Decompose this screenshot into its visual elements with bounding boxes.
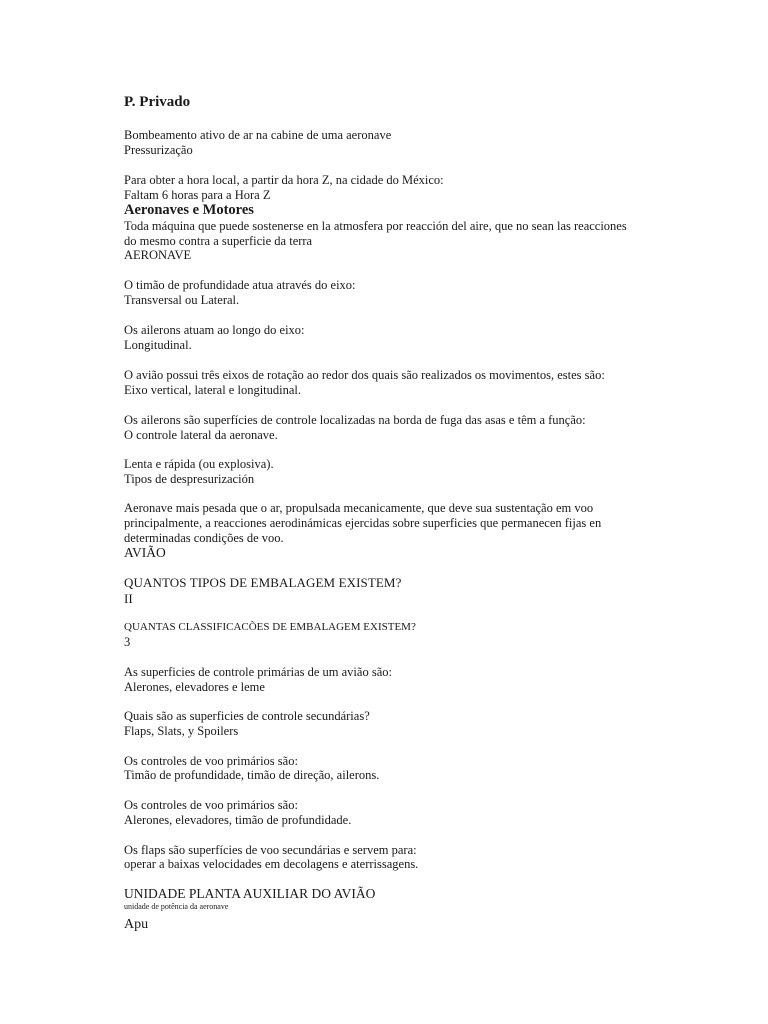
question-text: As superficies de controle primárias de um avião são: xyxy=(124,665,392,679)
answer-text: Flaps, Slats, y Spoilers xyxy=(124,724,239,738)
question-text: QUANTOS TIPOS DE EMBALAGEM EXISTEM? xyxy=(124,575,402,590)
question-text: Toda máquina que puede sostenerse en la atmosfera por reacción del aire, que no sean las reacciones xyxy=(124,219,627,233)
question-text: principalmente, a reacciones aerodinámicas ejercidas sobre superficies que permanecen fijas en xyxy=(124,516,602,530)
question-text: QUANTAS CLASSIFICACÕES DE EMBALAGEM EXISTEM? xyxy=(124,621,416,633)
answer-text: operar a baixas velocidades em decolagens e aterrissagens. xyxy=(124,857,419,871)
question-text: Os controles de voo primários são: xyxy=(124,754,298,768)
answer-text: Eixo vertical, lateral e longitudinal. xyxy=(124,383,302,397)
answer-text: II xyxy=(124,591,133,606)
question-text: Aeronave mais pesada que o ar, propulsada mecanicamente, que deve sua sustentação em voo xyxy=(124,501,594,515)
answer-text: Alerones, elevadores, timão de profundidade. xyxy=(124,813,352,827)
question-text: UNIDADE PLANTA AUXILIAR DO AVIÃO xyxy=(124,886,376,901)
question-text: do mesmo contra a superficie da terra xyxy=(124,234,313,248)
page-title: P. Privado xyxy=(124,94,191,110)
question-text: O timão de profundidade atua através do eixo: xyxy=(124,278,356,292)
question-text: Os ailerons são superfícies de controle localizadas na borda de fuga das asas e têm a função: xyxy=(124,413,586,427)
answer-text: 3 xyxy=(124,635,131,649)
question-text: Os flaps são superfícies de voo secundárias e servem para: xyxy=(124,843,417,857)
question-text: Os ailerons atuam ao longo do eixo: xyxy=(124,323,305,337)
answer-text: Faltam 6 horas para a Hora Z xyxy=(124,188,271,202)
answer-text: Transversal ou Lateral. xyxy=(124,293,240,307)
question-text: Quais são as superficies de controle secundárias? xyxy=(124,709,370,723)
question-text: determinadas condições de voo. xyxy=(124,531,284,545)
question-text: O avião possui três eixos de rotação ao redor dos quais são realizados os movimentos, estes são: xyxy=(124,368,605,382)
question-text: Para obter a hora local, a partir da hora Z, na cidade do México: xyxy=(124,173,444,187)
question-text: Os controles de voo primários são: xyxy=(124,798,298,812)
answer-text: Longitudinal. xyxy=(124,338,192,352)
answer-text: Alerones, elevadores e leme xyxy=(124,680,265,694)
section-heading: Aeronaves e Motores xyxy=(124,202,254,218)
answer-text: Tipos de despresurización xyxy=(124,472,255,486)
question-text: Bombeamento ativo de ar na cabine de uma aeronave xyxy=(124,128,392,142)
answer-text: Apu xyxy=(124,917,149,932)
subtitle-text: unidade de potência da aeronave xyxy=(124,902,229,911)
answer-text: Pressurização xyxy=(124,143,193,157)
answer-text: Timão de profundidade, timão de direção, ailerons. xyxy=(124,768,380,782)
answer-text: O controle lateral da aeronave. xyxy=(124,428,278,442)
answer-text: AVIÃO xyxy=(124,545,166,560)
question-text: Lenta e rápida (ou explosiva). xyxy=(124,457,274,471)
answer-text: AERONAVE xyxy=(124,248,192,262)
